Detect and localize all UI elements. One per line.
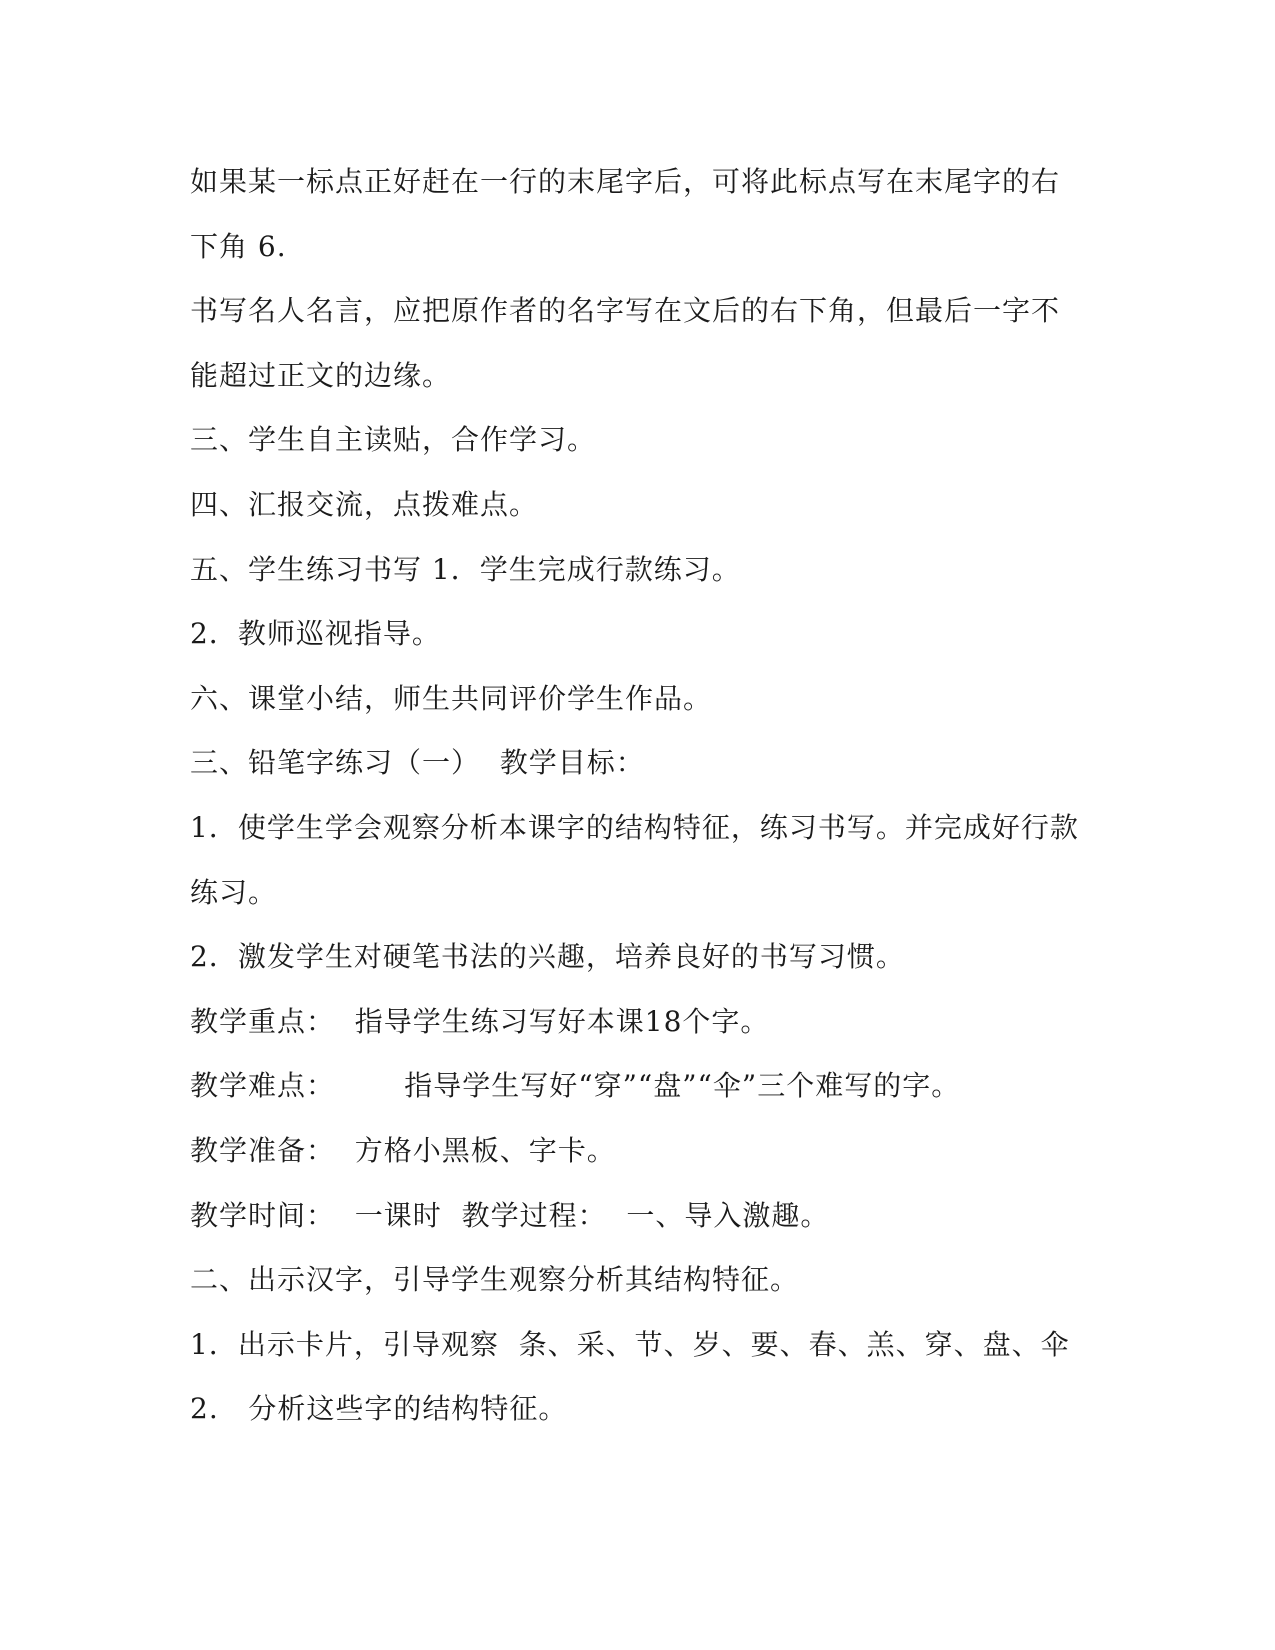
document-body [190,150,1090,1442]
text-line: 下角 6. [190,229,287,263]
text-line: 教学准备： 方格小黑板、字卡。 [190,1133,616,1167]
text-line: 教学时间： 一课时 教学过程： 一、导入激趣。 [190,1198,830,1232]
text-line: 三、学生自主读贴，合作学习。 [190,423,597,457]
text-line: 1．使学生学会观察分析本课字的结构特征，练习书写。并完成好行款 [190,810,1079,844]
text-line: 三、铅笔字练习（一） 教学目标： [190,746,645,780]
text-line: 如果某一标点正好赶在一行的末尾字后，可将此标点写在末尾字的右 [190,165,1061,198]
text-line: 2．教师巡视指导。 [190,617,441,651]
text-line: 五、学生练习书写 1．学生完成行款练习。 [190,552,741,586]
text-line: 四、汇报交流，点拨难点。 [190,487,539,521]
text-line: 能超过正文的边缘。 [190,358,452,392]
text-line: 教学难点： 指导学生写好“穿”“盘”“伞”三个难写的字。 [190,1069,961,1103]
text-line: 2. 分析这些字的结构特征。 [190,1392,568,1426]
text-line: 练习。 [190,875,278,909]
text-line: 书写名人名言，应把原作者的名字写在文后的右下角，但最后一字不 [190,294,1061,328]
text-line: 2．激发学生对硬笔书法的兴趣，培养良好的书写习惯。 [190,940,905,974]
text-line: 二、出示汉字，引导学生观察分析其结构特征。 [190,1263,800,1297]
text-line: 六、课堂小结，师生共同评价学生作品。 [190,681,713,715]
text-line: 1．出示卡片，引导观察 条、采、节、岁、要、春、羔、穿、盘、伞 [190,1327,1070,1361]
text-line: 教学重点： 指导学生练习写好本课18个字。 [190,1004,770,1038]
